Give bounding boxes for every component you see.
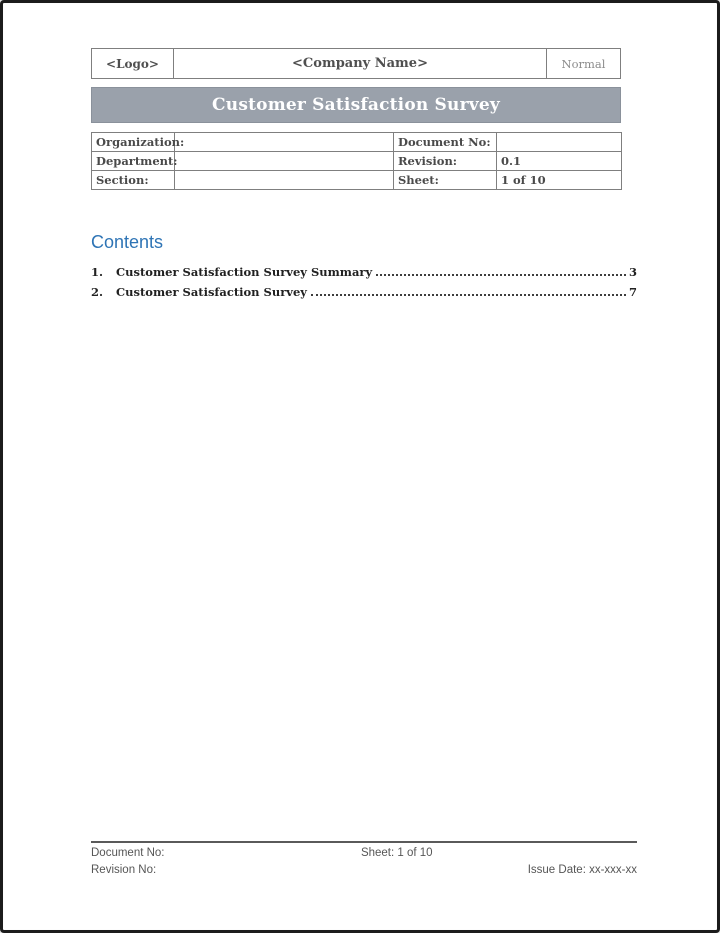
toc-dot-leader bbox=[311, 294, 626, 296]
organization-value bbox=[175, 133, 394, 152]
toc-entry-number: 2. bbox=[91, 285, 104, 299]
document-status-label: Normal bbox=[561, 56, 606, 71]
toc-entry-survey-summary[interactable] bbox=[91, 261, 637, 281]
logo-placeholder: <Logo> bbox=[92, 49, 174, 78]
table-row bbox=[92, 133, 622, 152]
document-title: Customer Satisfaction Survey bbox=[212, 95, 500, 115]
document-no-label: Document No: bbox=[394, 133, 497, 152]
revision-value: 0.1 bbox=[497, 152, 622, 171]
footer-revision-no-label: Revision No: bbox=[91, 864, 157, 876]
toc-entry-page: 3 bbox=[628, 265, 637, 279]
footer-row bbox=[91, 847, 637, 863]
company-name-placeholder: <Company Name> bbox=[174, 49, 547, 78]
table-row bbox=[92, 171, 622, 190]
footer-issue-date-label: Issue Date: xx-xxx-xx bbox=[527, 864, 637, 876]
document-no-value bbox=[497, 133, 622, 152]
toc-entry-title: Customer Satisfaction Survey Summary bbox=[116, 265, 373, 279]
document-title-bar bbox=[91, 87, 621, 123]
sheet-label: Sheet: bbox=[394, 171, 497, 190]
footer-sheet-label: Sheet: 1 of 10 bbox=[360, 847, 433, 859]
sheet-value: 1 of 10 bbox=[497, 171, 622, 190]
document-info-table bbox=[91, 132, 622, 190]
department-value bbox=[175, 152, 394, 171]
revision-label: Revision: bbox=[394, 152, 497, 171]
toc-entry-survey[interactable] bbox=[91, 281, 637, 301]
department-label: Department: bbox=[92, 152, 175, 171]
table-of-contents bbox=[91, 232, 637, 301]
section-label: Section: bbox=[92, 171, 175, 190]
footer-document-no-label: Document No: bbox=[91, 847, 165, 859]
toc-entry-page: 7 bbox=[628, 285, 637, 299]
toc-entry-title: Customer Satisfaction Survey bbox=[116, 285, 307, 299]
table-row bbox=[92, 152, 622, 171]
footer-row bbox=[91, 864, 637, 880]
organization-label: Organization: bbox=[92, 133, 175, 152]
header-table bbox=[91, 48, 621, 79]
toc-dot-leader bbox=[376, 274, 626, 276]
toc-entry-number: 1. bbox=[91, 265, 104, 279]
page-footer bbox=[91, 841, 637, 880]
contents-heading: Contents bbox=[91, 232, 164, 252]
section-value bbox=[175, 171, 394, 190]
